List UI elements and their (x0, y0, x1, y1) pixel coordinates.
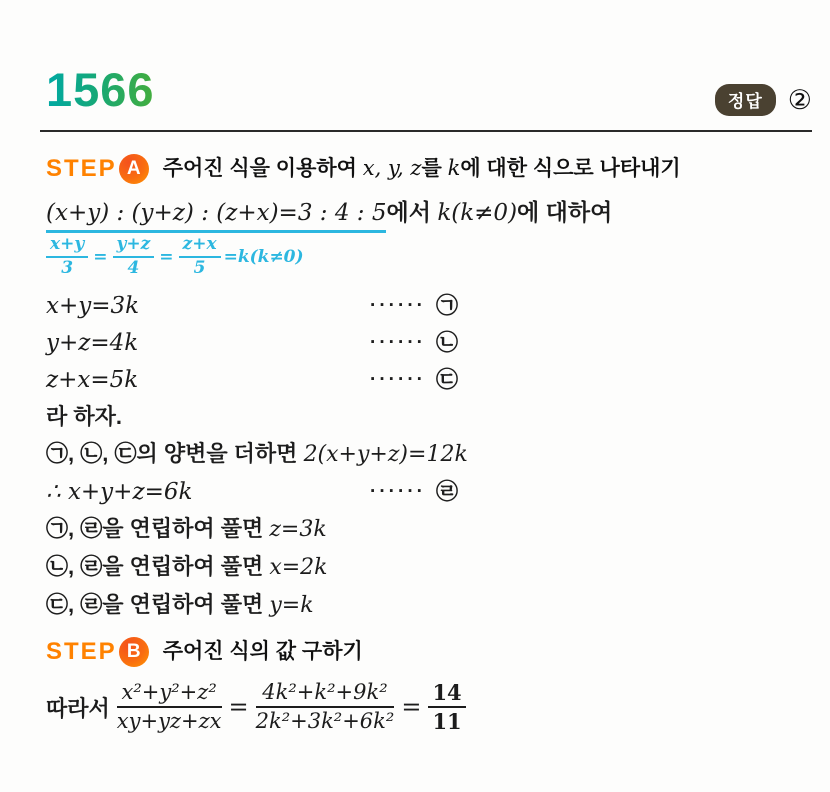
equation-ref: ㉠ (435, 293, 458, 318)
solve-line: ㉢, ㉣을 연립하여 풀면 y=k (46, 592, 314, 618)
step-a-title-ko3: 에 대한 식으로 나타내기 (460, 157, 681, 181)
sum-line-ko: ㉠, ㉡, ㉢의 양변을 더하면 (46, 441, 304, 466)
leader-dots: ······ (370, 332, 426, 353)
header-divider (40, 130, 812, 132)
leader-dots: ······ (370, 481, 426, 502)
solve-line: ㉡, ㉣을 연립하여 풀면 x=2k (46, 554, 328, 580)
equation-leader (370, 328, 458, 358)
sum-line-math: 2(x+y+z)=12k (303, 442, 468, 467)
final-fraction-1: $\frac{\text{x²+y²+z²}}{xy+yz+zx}$ (116, 680, 222, 734)
step-b-label: STEP (46, 638, 117, 665)
step-b-heading (46, 637, 806, 667)
solution-content (46, 154, 806, 734)
final-fraction-answer: $\frac{14}{11}$ (428, 680, 465, 734)
equation-leader (370, 291, 458, 321)
given-ko2: 에 대하여 (517, 199, 613, 225)
final-fraction-2: $\frac{\text{4k²+k²+9k²}}{\text{2k²+3k²+6k²}}$ (255, 680, 395, 734)
annotation-tail: =k(k≠0) (223, 247, 304, 267)
equation-leader (370, 477, 458, 507)
equation-ref: ㉣ (435, 479, 458, 504)
cyan-annotation (46, 233, 806, 281)
step-a-heading (46, 154, 806, 184)
annotation-fraction-1: $\frac{x+y}{3}$ (46, 235, 88, 278)
answer-area (715, 84, 812, 116)
equation-row (46, 365, 458, 395)
final-result-line (46, 680, 806, 734)
step-a-title-ko1: 주어진 식을 이용하여 (162, 157, 363, 181)
step-a-letter-badge: A (119, 154, 149, 184)
therefore-expr: ∴ x+y+z=6k (46, 479, 193, 505)
step-b-letter-badge: B (119, 637, 149, 667)
step-a-label: STEP (46, 155, 117, 182)
equation-ref: ㉡ (435, 330, 458, 355)
final-equals-2: = (401, 693, 422, 722)
equation-expr: x+y=3k (46, 293, 140, 319)
annotation-fraction-3: $\frac{z+x}{5}$ (179, 235, 221, 278)
step-a-title (163, 155, 681, 182)
answer-number: ② (787, 84, 812, 115)
equation-expr: z+x=5k (46, 367, 139, 393)
given-line (46, 197, 806, 228)
step-a-title-math2: k (447, 156, 461, 181)
annotation-fraction-2: $\frac{y+z}{4}$ (113, 235, 155, 278)
given-k-condition: k(k≠0) (437, 200, 518, 226)
solve-line: ㉠, ㉣을 연립하여 풀면 z=3k (46, 516, 327, 542)
sum-line (46, 439, 806, 470)
equation-leader (370, 365, 458, 395)
assume-line: 라 하자. (46, 404, 122, 429)
step-b-title: 주어진 식의 값 구하기 (162, 639, 363, 663)
leader-dots: ······ (370, 369, 426, 390)
equation-ref: ㉢ (435, 367, 458, 392)
given-ratio-math: (x+y) : (y+z) : (z+x)=3 : 4 : 5 (46, 200, 386, 233)
final-equals-1: = (228, 693, 249, 722)
therefore-row (46, 477, 458, 507)
equation-row (46, 328, 458, 358)
annotation-equals-1: = (93, 247, 108, 267)
annotation-equals-2: = (159, 247, 174, 267)
equation-expr: y+z=4k (46, 330, 139, 356)
final-ko: 따라서 (46, 695, 110, 721)
leader-dots: ······ (370, 295, 426, 316)
given-ko1: 에서 (386, 199, 438, 225)
equation-row (46, 291, 458, 321)
answer-badge: 정답 (715, 84, 776, 116)
step-a-title-ko2: 를 (421, 157, 448, 181)
step-a-title-math1: x, y, z (362, 156, 422, 181)
problem-number: 1566 (46, 63, 155, 116)
